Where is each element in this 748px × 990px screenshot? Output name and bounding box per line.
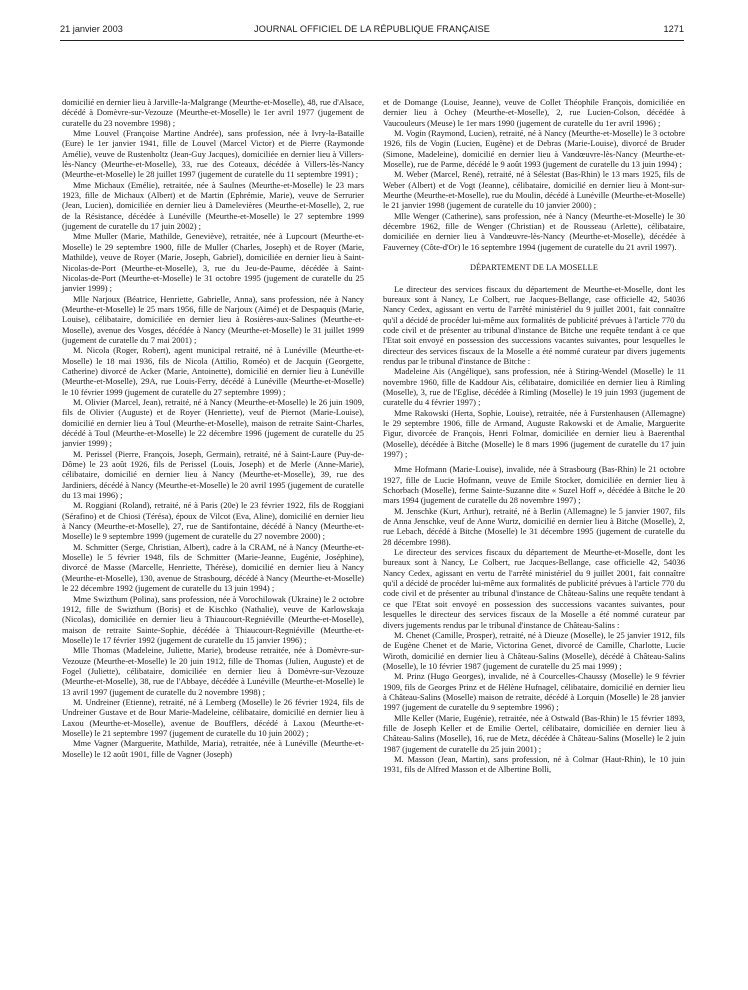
notice-paragraph: M. Schmitter (Serge, Christian, Albert), cadre à la CRAM, né à Nancy (Meurthe-et-Moselle) le 5 février 1948, fils de Schmitter (Marie-Jeanne, Eugénie, Joséphine), divorcé de Masse (Marcelle, Henriette, Thérèse), domicilié en dernier lieu à Nancy (Meurthe-et-Moselle), 130, avenue de Strasbourg, décédé à Nancy (Meurthe-et-Moselle) le 22 décembre 1992 (jugement de curatelle du 13 juin 1994) ;	[62, 541, 364, 594]
notice-paragraph: M. Weber (Marcel, René), retraité, né à Sélestat (Bas-Rhin) le 13 mars 1925, fils de Weber (Albert) et de Vogt (Jeanne), célibataire, domicilié en dernier lieu à Mont-sur-Meurthe (Meurthe-et-Moselle), rue du Moulin, décédé à Lunéville (Meurthe-et-Moselle) le 21 janvier 1998 (jugement de curatelle du 10 janvier 2000) ;	[383, 169, 685, 211]
notice-paragraph: M. Nicola (Roger, Robert), agent municipal retraité, né à Lunéville (Meurthe-et-Moselle) le 18 mai 1936, fils de Nicola (Attilio, Roméo) et de Jacquin (Georgette, Catherine) divorcé de Acker (Marie, Antoinette), domicilié en dernier lieu à Lunéville (Meurthe-et-Moselle), 29A, rue Louis-Ferry, décédé à Lunéville (Meurthe-et-Moselle) le 10 février 1999 (jugement de curatelle du 27 septembre 1999) ;	[62, 345, 364, 397]
notice-paragraph: M. Vogin (Raymond, Lucien), retraité, né à Nancy (Meurthe-et-Moselle) le 3 octobre 1926, fils de Vogin (Lucien, Eugène) et de Debras (Marie-Louise), divorcé de Bruder (Simone, Madeleine), domicilié en dernier lieu à Vandœuvre-lès-Nancy (Meurthe-et-Moselle), rue de Parme, décédé le 9 août 1993 (jugement de curatelle du 13 juin 1994) ;	[383, 128, 685, 170]
notice-paragraph: M. Undreiner (Etienne), retraité, né à Lemberg (Moselle) le 26 février 1924, fils de Undreiner Gustave et de Bour Marie-Madeleine, célibataire, domicilié en dernier lieu à Laxou (Meurthe-et-Moselle), avenue de Boufflers, décédé à Laxou (Meurthe-et-Moselle) le 21 septembre 1997 (jugement de curatelle du 10 juin 2002) ;	[62, 696, 364, 738]
notice-paragraph: et de Domange (Louise, Jeanne), veuve de Collet Théophile François, domiciliée en dernier lieu à Ochey (Meurthe-et-Moselle), 2, rue Lucien-Colson, décédée à Vaucouleurs (Meuse) le 1er mars 1990 (jugement de curatelle du 1er avril 1996) ;	[383, 97, 685, 128]
notice-paragraph: Le directeur des services fiscaux du département de Meurthe-et-Moselle, dont les bureaux sont à Nancy, Le Colbert, rue Jacques-Bellange, case officielle 42, 54036 Nancy Cedex, agissant en vertu de l'arrêté ministériel du 9 juillet 2001, fait connaître qu'il a décidé de procéder lui-même aux formalités de publicité prévues à l'article 770 du code civil et de présenter au tribunal d'instance de Château-Salins une requête tendant à ce que l'Etat soit envoyé en possession des successions vacantes suivantes, pour lesquelles le directeur des services fiscaux de la Moselle a été nommé curateur par divers jugements rendus par le tribunal d'instance de Château-Salins :	[383, 547, 685, 630]
notice-paragraph: M. Perissel (Pierre, François, Joseph, Germain), retraité, né à Saint-Laure (Puy-de-Dôme) le 23 août 1926, fils de Perissel (Louis, Joseph) et de Merle (Anne-Marie), célibataire, domicilié en dernier lieu à Nancy (Meurthe-et-Moselle), 39, rue des Jardiniers, décédé à Nancy (Meurthe-et-Moselle) le 20 avril 1995 (jugement de curatelle du 13 mai 1996) ;	[62, 448, 364, 501]
issue-date: 21 janvier 2003	[60, 24, 123, 34]
section-heading: DÉPARTEMENT DE LA MOSELLE	[469, 263, 599, 273]
notice-paragraph: M. Jenschke (Kurt, Arthur), retraité, né à Berlin (Allemagne) le 5 janvier 1907, fils de Anna Jenschke, veuf de Anne Wurtz, domicilié en dernier lieu à Bitche (Moselle), 2, rue Lebach, décédé à Bitche (Moselle) le 31 décembre 1995 (jugement de curatelle du 28 décembre 1998).	[383, 505, 685, 547]
notice-paragraph: M. Olivier (Marcel, Jean), retraité, né à Nancy (Meurthe-et-Moselle) le 26 juin 1909, fils de Olivier (Auguste) et de Royer (Henriette), veuf de Piernot (Marie-Louise), domicilié en dernier lieu à Toul (Meurthe-et-Moselle), maison de retraite Saint-Charles, décédé à Toul (Meurthe-et-Moselle) le 22 décembre 1996 (jugement de curatelle du 25 janvier 1999) ;	[62, 396, 364, 449]
page-header	[60, 24, 684, 38]
notice-paragraph: M. Masson (Jean, Martin), sans profession, né à Colmar (Haut-Rhin), le 10 juin 1931, fils de Alfred Masson et de Albertine Bolli,	[383, 753, 685, 775]
notice-paragraph: domicilié en dernier lieu à Jarville-la-Malgrange (Meurthe-et-Moselle), 48, rue d'Alsace, décédé à Domèvre-sur-Vezouze (Meurthe-et-Moselle) le 1er avril 1977 (jugement de curatelle du 23 novembre 1998) ;	[62, 97, 364, 128]
notice-paragraph: M. Prinz (Hugo Georges), invalide, né à Courcelles-Chaussy (Moselle) le 9 février 1909, fils de Georges Prinz et de Hélène Hufnagel, célibataire, domicilié en dernier lieu à Château-Salins (Moselle) maison de retraite, décédé à Lorquin (Moselle) le 28 janvier 1997 (jugement de curatelle du 9 septembre 1996) ;	[383, 671, 685, 713]
notice-paragraph: M. Chenet (Camille, Prosper), retraité, né à Dieuze (Moselle), le 25 janvier 1912, fils de Eugène Chenet et de Marie, Victorina Genet, divorcé de Camille, Charlotte, Lucie Wiroth, domicilié en dernier lieu à Château-Salins (Moselle), décédé à Château-Salins (Moselle), le 10 février 1987 (jugement de curatelle du 25 mai 1999) ;	[383, 629, 685, 671]
right-column	[383, 97, 685, 775]
notice-paragraph: M. Roggiani (Roland), retraité, né à Paris (20e) le 23 février 1922, fils de Roggiani (Sérafino) et de Chiosi (Térésa), époux de Vilcot (Eva, Aline), domicilié en dernier lieu à Nancy (Meurthe-et-Moselle), 27, rue de Santifontaine, décédé à Nancy (Meurthe-et-Moselle) le 9 septembre 1999 (jugement de curatelle du 27 novembre 2000) ;	[62, 500, 364, 542]
notice-paragraph: Mme Swizthum (Polina), sans profession, née à Vorochilowak (Ukraine) le 2 octobre 1912, fille de Swizthum (Boris) et de Kischko (Nathalie), veuve de Karlowskaja (Nicolas), domiciliée en dernier lieu à Thiaucourt-Regniéville (Meurthe-et-Moselle), maison de retraite Sainte-Sophie, décédée à Thiaucourt-Regniéville (Meurthe-et-Moselle) le 17 février 1992 (jugement de curatelle du 15 janvier 1996) ;	[62, 593, 364, 645]
left-column	[62, 97, 364, 759]
notice-paragraph: Mlle Narjoux (Béatrice, Henriette, Gabrielle, Anna), sans profession, née à Nancy (Meurthe-et-Moselle) le 25 mars 1956, fille de Narjoux (Aimé) et de Despaquis (Marie, Louise), célibataire, domiciliée en dernier lieu à Rosières-aux-Salines (Meurthe-et-Moselle), avenue des Vosges, décédée à Nancy (Meurthe-et-Moselle) le 31 juillet 1999 (jugement de curatelle du 7 mai 2001) ;	[62, 293, 364, 345]
notice-paragraph: Madeleine Ais (Angélique), sans profession, née à Stiring-Wendel (Moselle) le 11 novembre 1960, fille de Kaddour Ais, célibataire, domiciliée en dernier lieu à Rimling (Moselle), 3, rue de l'Eglise, décédée à Rimling (Moselle) le 19 juin 1993 (jugement de curatelle du 4 février 1997) ;	[383, 366, 685, 408]
notice-paragraph: Mlle Keller (Marie, Eugénie), retraitée, née à Ostwald (Bas-Rhin) le 15 février 1893, fille de Joseph Keller et de Emilie Oertel, célibataire, domiciliée en dernier lieu à Château-Salins (Moselle), 16, rue de Metz, décédée à Château-Salins (Moselle) le 2 juin 1987 (jugement de curatelle du 25 juin 2001) ;	[383, 712, 685, 754]
page-number: 1271	[663, 24, 684, 34]
notice-paragraph: Mme Hofmann (Marie-Louise), invalide, née à Strasbourg (Bas-Rhin) le 21 octobre 1927, fille de Lucie Hofmann, veuve de Emile Stocker, domiciliée en dernier lieu à Schorbach (Moselle), ferme Sainte-Suzanne dite « Suzel Hoff », décédée à Bitche le 20 mars 1994 (jugement de curatelle du 28 novembre 1997) ;	[383, 464, 685, 506]
notice-paragraph: Mlle Wenger (Catherine), sans profession, née à Nancy (Meurthe-et-Moselle) le 30 décembre 1962, fille de Wenger (Christian) et de Rousseau (Arlette), célibataire, domiciliée en dernier lieu à Vandœuvre-lès-Nancy (Meurthe-et-Moselle), décédée à Fauverney (Côte-d'Or) le 16 septembre 1994 (jugement de curatelle du 21 avril 1997).	[383, 210, 685, 252]
notice-paragraph: Mme Vagner (Marguerite, Mathilde, Maria), retraitée, née à Lunéville (Meurthe-et-Moselle) le 12 août 1901, fille de Vagner (Joseph)	[62, 738, 364, 759]
notice-paragraph: Le directeur des services fiscaux du département de Meurthe-et-Moselle, dont les bureaux sont à Nancy, Le Colbert, rue Jacques-Bellange, case officielle 42, 54036 Nancy Cedex, agissant en vertu de l'arrêté ministériel du 9 juillet 2001, fait connaître qu'il a décidé de procéder lui-même aux formalités de publicité prévues à l'article 770 du code civil et de présenter au tribunal d'instance de Bitche une requête tendant à ce que l'Etat soit envoyé en possession des successions vacantes suivantes, pour lesquelles le directeur des services fiscaux de la Moselle a été nommé curateur par divers jugements rendus par le tribunal d'instance de Bitche :	[383, 283, 685, 366]
notice-paragraph: Mme Muller (Marie, Mathilde, Geneviève), retraitée, née à Lupcourt (Meurthe-et-Moselle) le 29 septembre 1900, fille de Muller (Charles, Joseph) et de Royer (Marie, Mathilde), veuve de Royer (Marie, Joseph, Gabriel), domiciliée en dernier lieu à Saint-Nicolas-de-Port (Meurthe-et-Moselle), 3, rue du Jeu-de-Paume, décédée à Saint-Nicolas-de-Port (Meurthe-et-Moselle) le 31 octobre 1995 (jugement de curatelle du 25 janvier 1999) ;	[62, 231, 364, 294]
header-rule	[60, 40, 684, 41]
notice-paragraph: Mlle Thomas (Madeleine, Juliette, Marie), brodeuse retraitée, née à Domèvre-sur-Vezouze (Meurthe-et-Moselle) le 20 juin 1912, fille de Thomas (Julien, Auguste) et de Fogel (Juliette), célibataire, domiciliée en dernier lieu à Domèvre-sur-Vezouze (Meurthe-et-Moselle), 38, rue de l'Abbaye, décédée à Lunéville (Meurthe-et-Moselle) le 13 avril 1997 (jugement de curatelle du 2 novembre 1998) ;	[62, 645, 364, 697]
notice-paragraph: Mme Michaux (Emélie), retraitée, née à Saulnes (Meurthe-et-Moselle) le 23 mars 1923, fille de Michaux (Albert) et de Martin (Ephrémie, Marie), veuve de Serrurier (Jean, Lucien), domiciliée en dernier lieu à Damelevières (Meurthe-et-Moselle), 2, rue de la Résistance, décédée à Lunéville (Meurthe-et-Moselle) le 27 septembre 1999 (jugement de curatelle du 17 juin 2002) ;	[62, 179, 364, 232]
notice-paragraph: Mme Louvel (Françoise Martine Andrée), sans profession, née à Ivry-la-Bataille (Eure) le 1er janvier 1941, fille de Louvel (Marcel Victor) et de Pierre (Raymonde Amélie), veuve de Rustenholtz (Jean-Guy Jacques), domiciliée en dernier lieu à Villers-lès-Nancy (Meurthe-et-Moselle), 33, rue des Coteaux, décédée à Villers-lès-Nancy (Meurthe-et-Moselle) le 28 juillet 1997 (jugement de curatelle du 11 septembre 1991) ;	[62, 128, 364, 180]
notice-paragraph: Mme Rakowski (Herta, Sophie, Louise), retraitée, née à Furstenhausen (Allemagne) le 29 septembre 1906, fille de Armand, Auguste Rakowski et de Amalie, Marguerite Figur, divorcée de François, Henri Folmar, domiciliée en dernier lieu à Baerenthal (Moselle), décédée à Bitche (Moselle) le 8 mars 1996 (jugement de curatelle du 17 juin 1997) ;	[383, 407, 685, 459]
journal-title: JOURNAL OFFICIEL DE LA RÉPUBLIQUE FRANÇAISE	[254, 24, 490, 34]
